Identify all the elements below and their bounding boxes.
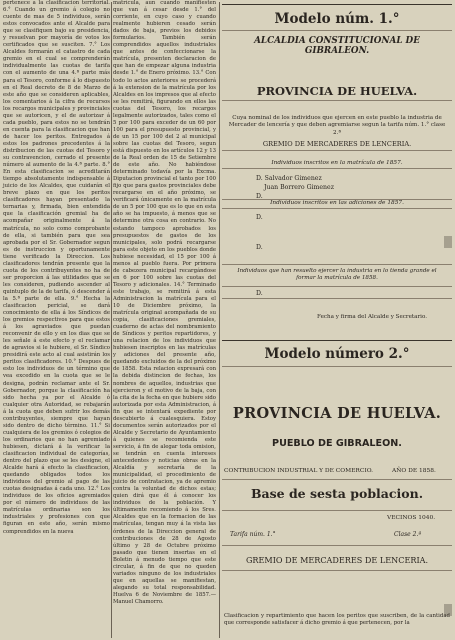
form2-rule xyxy=(222,510,452,511)
form1-provincia: PROVINCIA DE HUELVA. xyxy=(256,84,418,98)
form2-pueblo: PUEBLO DE GIBRALEON. xyxy=(272,438,402,449)
form2-base: Base de sesta poblacion. xyxy=(250,486,424,501)
form1-entry-1: D. Salvador Gimenez xyxy=(256,175,322,182)
form2-vecinos: VECINOS 1040. xyxy=(387,515,436,521)
form1-rule xyxy=(222,168,452,169)
forms-column xyxy=(222,0,452,640)
form1-entry-2: Juan Borrero Gimenez xyxy=(264,184,334,191)
form2-ano: AÑO DE 1858. xyxy=(392,468,436,474)
form1-entry-mark: D. xyxy=(256,193,263,200)
form1-title: Modelo núm. 1.° xyxy=(274,11,400,27)
form2-contribucion: CONTRIBUCION INDUSTRIAL Y DE COMERCIO. xyxy=(224,468,374,474)
form2-title: Modelo número 2.° xyxy=(264,346,410,362)
form-separator xyxy=(222,340,452,341)
form1-firma: Fecha y firma del Alcalde y Secretario. xyxy=(317,314,427,320)
form2-gremio: GREMIO DE MERCADERES DE LENCERIA. xyxy=(245,555,429,565)
left-text-column: pertenece a la clasificacion territorial. 6.° Cuando un gremio á colegio no cuente de mas de 5 individuos, serán estos convocados ante el Alcalde para que se clasifiquen bajo su presidencia, y resuelvan por mayoría de votos los certificados que se susciten. 7.° Los Alcaldes formarán el catastro de cada gremio en el cual se comprenderán individualmente las cuotas de tarifa con el aumento de una 4.ª parte más para el Tesoro, conforme á lo dispuesto en el Real decreto de 8 de Marzo de este año que se consideren aplicables, los comentarios á la cifra de recursos los recargos municipales y provinciales que se autoricen, y el de autorizar á cada pueblo, para estos no se tendrán en cuenta para la clasificacion que han de hacer los peritos. Entregados á estos los padrones precedentes á la distribucion de las cuotas del Tesoro y su contravencion, cerrado el presente número al aumento de la 4.ª parte. 8.° En esta clasificacion se acreditarán tiempo absolutamente indispensable á juicio de los Alcaldes, que cuidarán el breve plazo en que los peritos clasificadores hayan presentado la ternarias y, firmada, bien entendida que la clasificación gremial ha de acompañar originalmente á la matrícula, no solo como comprobante de ella, si también para que sea aprobada por el Sr. Gobernador segun es de instruccion y oportunamente tiene verificado la Direccion. Los clasificadores tendrán presente que la cuota de los contribuyentes no ha de ser proporcion á las utilidades que se les consideren, pudiendo ascender al quintuplo de la de tarifa, ó descender á la 5.ª parte de ella. 9.° Hecha la clasificacion pericial, se dará conocimiento de ella á los Síndicos de los gremios respectivos para que estos á los agraviados que puedan reconvenir de ello y en los dias que se les señale á este efecto y el reclamar de agravios si le hubiere, el Sr. Síndico presidirá este acto al cual asistirán los peritos clasificadores. 10.° Despues de esto los individuos de un término que vea excedido en la cuota que se le designa, podrán reclamar ante el Sr. Gobernador, porque la clasificación ha sido hecha ya por el Alcalde ó cualquier otra Autoridad, se rebajarán á la cuota que deben sufrir los demás contribuyentes, siempre que hayan sido dentro de dicho término. 11.° Si cualquiera de los gremios ó colegios de los ordinarios que no han agremiado hubiesen, dictará á la verificar la clasificacion individual de categorías, dentro del plazo que se les designe, el Alcalde hará á efecto la clasificacion, quedando obligados todos los individuos del gremio al pago de las cuotas designadas á cada uno. 12.° Los individuos de los oficios agremiados por el número de individuos de las matrículas ordinarias son los industriales y profesiones con que figuran en este año, serán mismo comprendidos en la nueva xyxy=(3,0,110,535)
form2-clase: Clase 2.ª xyxy=(394,531,422,538)
form1-entry-mark: D. xyxy=(256,244,263,251)
ink-mark xyxy=(444,236,452,248)
form1-rule xyxy=(222,286,452,287)
form2-rule xyxy=(222,570,452,571)
form2-tarifa: Tarifa núm. 1.° xyxy=(230,531,276,538)
form1-rule xyxy=(222,208,452,209)
form2-provincia: PROVINCIA DE HUELVA. xyxy=(232,405,442,422)
form2-footer: Clasificacion y repartimiento que hacen los peritos que suscriben, de la cantidad que corresponde satisfacer á dicho gremio á que pertenecen, por la xyxy=(224,613,450,626)
form1-inscritos: Individuos inscritos en la matrícula de 1857. xyxy=(271,160,403,166)
form1-rule xyxy=(222,30,452,31)
form1-nuevos: Individuos que han resuelto ejercer la industria en lo tienda grande el formar la matrícula de 1858. xyxy=(237,268,437,282)
middle-text-column: matrícula, aun cuando manifiesten que van á cesar desde 1.° del corriente, en cuyo caso y cuando realmente hubieren cesado serán dados de baja, previos los debidos formularios. También serán comprendidos aquellos industriales que antes de confeccionarse la matrícula, presenten declaracion de que han de empezar alguna industria desde 1.° de Enero próximo. 13.° Con todo lo actos anteriores se procederá á la extension de la matrícula por los Alcaldes en los impresos que al efecto se les remitirá, figurando en ellos las cuotas del Tesoro, los recargos legalmente autorizados, tales como el 5 por 100 para exceder de un 60 por 100 para el presupuesto provincial, y de un 15 por 100 del 2 al municipal sobre las cuotas del Tesoro, segun está dispuesto en los artículos 12 y 13 de la Real orden de 15 de Setiembre de este año. No habiéndose determinado todavía por la Excma. Diputacion provincial el tanto por 100 fijo que para gastos provinciales debe recargarse en el año próximo, se verificará únicamente en la matrícula de un 5 por 100 que es lo que en esta año se ha impuesto, á menos que se determine otra cosa en contrario. No estando tampoco aprobados los presupuestos de gastos de los municipales, solo podrá recargarse para este objeto en los pueblos donde hubiese necesidad, el 15 por 100 á menos al pueblo fuera. Por primera de cabezera municipal recargándose en 6 por 100 sobre las cuotas del Tesoro y adicionales. 14.° Terminado este trabajo, se remitirá á esta Administracion la matrícula para el 10 de Diciembre próximo, la matrícula original acompañada de su copia, clasificaciones gremiales, cuaderno de actas del nombramiento de Síndicos y peritos repartidores, y una relacion de los individuos que hubiesen inscriptos en las matrículas y adiciones del presente año, quedando excluidos de la del próximo de 1858. Esta relacion expresará con la debida distincion de fechas, los nombres de aquellos, industrias que ejercieron y el motivo de la baja, con la cita de la fecha en que hubiere sido autorizada por esta Administracion, á fin que se intentará expediente por descubierto á cualesquiera. Estoy documentos serán autorizados por el Alcalde y Secretario de Ayuntamiento á quienes se recomienda este servicio, á fin de alegar toda omision, se tendrán en cuenta intereses antecedentes y noticias obras en la Alcaldía y secretaría de la municipalidad, el procedimiento de juicio de contratacion, ya de apremio contra la voluntad de dichos estas; quien dirá que él á conocer los individuos de la población. Y últimamente recomiendo á los Sres. Alcaldes que en la formacion de las matrículas, tengan muy á la vista las órdenes de la Direccion general de contribuciones de 28 de Agosto último y 28 de Octubre próximo pasado que tienen insertas en el Boletin á menudo tiempo que este circular, á fin de que no queden variados ninguno de los industriales que en aquellas se manifiestan, alegando su total responsabilidad. Huelva 6 de Noviembre de 1857.—Manuel Chamorro. xyxy=(113,0,216,605)
form1-alcaldia: ALCALDIA CONSTITUCIONAL DE GIBRALEON. xyxy=(254,36,420,56)
form2-rule xyxy=(222,545,452,546)
form1-rule xyxy=(222,100,452,101)
column-divider xyxy=(219,2,220,638)
form1-adiciones: Individuos inscritos en las adiciones de 1857. xyxy=(270,200,404,206)
form1-rule xyxy=(222,264,452,265)
ink-mark xyxy=(444,604,452,616)
form2-rule xyxy=(222,479,452,480)
column-divider xyxy=(111,2,112,638)
form1-gremio: GREMIO DE MERCADERES DE LENCERIA. xyxy=(262,140,412,148)
form2-rule xyxy=(222,366,452,367)
form1-entry-mark: D. xyxy=(256,290,263,297)
form1-entry-mark: D. xyxy=(256,214,263,221)
form1-top-rule xyxy=(222,4,452,5)
form1-rule xyxy=(222,298,452,299)
form1-rule xyxy=(222,150,452,151)
form1-intro: Cuya nominal de los individuos que ejercen en este pueblo la industria de Mercader de lencería y que deben agremiarse segun la tarifa núm. 1.° clase 2.ª xyxy=(228,115,446,136)
